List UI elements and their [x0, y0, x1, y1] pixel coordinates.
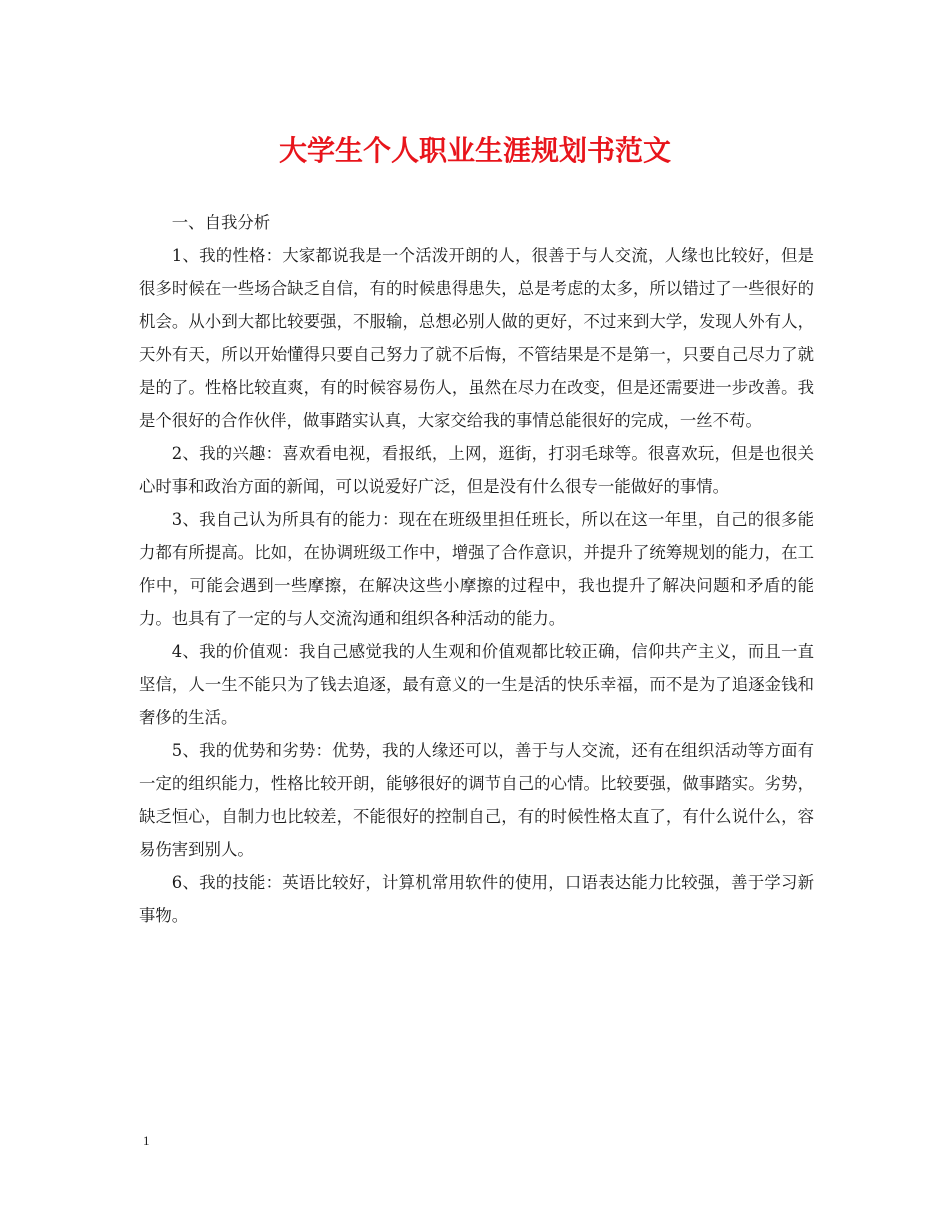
- paragraph-strengths-weaknesses: 5、我的优势和劣势：优势，我的人缘还可以，善于与人交流，还有在组织活动等方面有一定的组织能力，性格比较开朗，能够很好的调节自己的心情。比较要强，做事踏实。劣势，缺乏恒心，自制力也比较差，不能很好的控制自己，有的时候性格太直了，有什么说什么，容易伤害到别人。: [139, 741, 814, 859]
- document-body: [139, 206, 814, 932]
- section-heading-self-analysis: 一、自我分析: [171, 213, 271, 232]
- paragraph-skills: 6、我的技能：英语比较好，计算机常用软件的使用，口语表达能力比较强，善于学习新事物。: [139, 873, 814, 925]
- paragraph-interests: 2、我的兴趣：喜欢看电视，看报纸，上网，逛街，打羽毛球等。很喜欢玩，但是也很关心时事和政治方面的新闻，可以说爱好广泛，但是没有什么很专一能做好的事情。: [139, 444, 814, 496]
- page-number: 1: [143, 1133, 150, 1148]
- paragraph-values: 4、我的价值观：我自己感觉我的人生观和价值观都比较正确，信仰共产主义，而且一直坚信，人一生不能只为了钱去追逐，最有意义的一生是活的快乐幸福，而不是为了追逐金钱和奢侈的生活。: [139, 642, 814, 727]
- paragraph-abilities: 3、我自己认为所具有的能力：现在在班级里担任班长，所以在这一年里，自己的很多能力都有所提高。比如，在协调班级工作中，增强了合作意识，并提升了统筹规划的能力，在工作中，可能会遇到一些摩擦，在解决这些小摩擦的过程中，我也提升了解决问题和矛盾的能力。也具有了一定的与人交流沟通和组织各种活动的能力。: [139, 510, 814, 628]
- paragraph-personality: 1、我的性格：大家都说我是一个活泼开朗的人，很善于与人交流，人缘也比较好，但是很多时候在一些场合缺乏自信，有的时候患得患失，总是考虑的太多，所以错过了一些很好的机会。从小到大都比较要强，不服输，总想必别人做的更好，不过来到大学，发现人外有人，天外有天，所以开始懂得只要自己努力了就不后悔，不管结果是不是第一，只要自己尽力了就是的了。性格比较直爽，有的时候容易伤人，虽然在尽力在改变，但是还需要进一步改善。我是个很好的合作伙伴，做事踏实认真，大家交给我的事情总能很好的完成，一丝不苟。: [139, 246, 814, 430]
- document-title: 大学生个人职业生涯规划书范文: [278, 134, 671, 167]
